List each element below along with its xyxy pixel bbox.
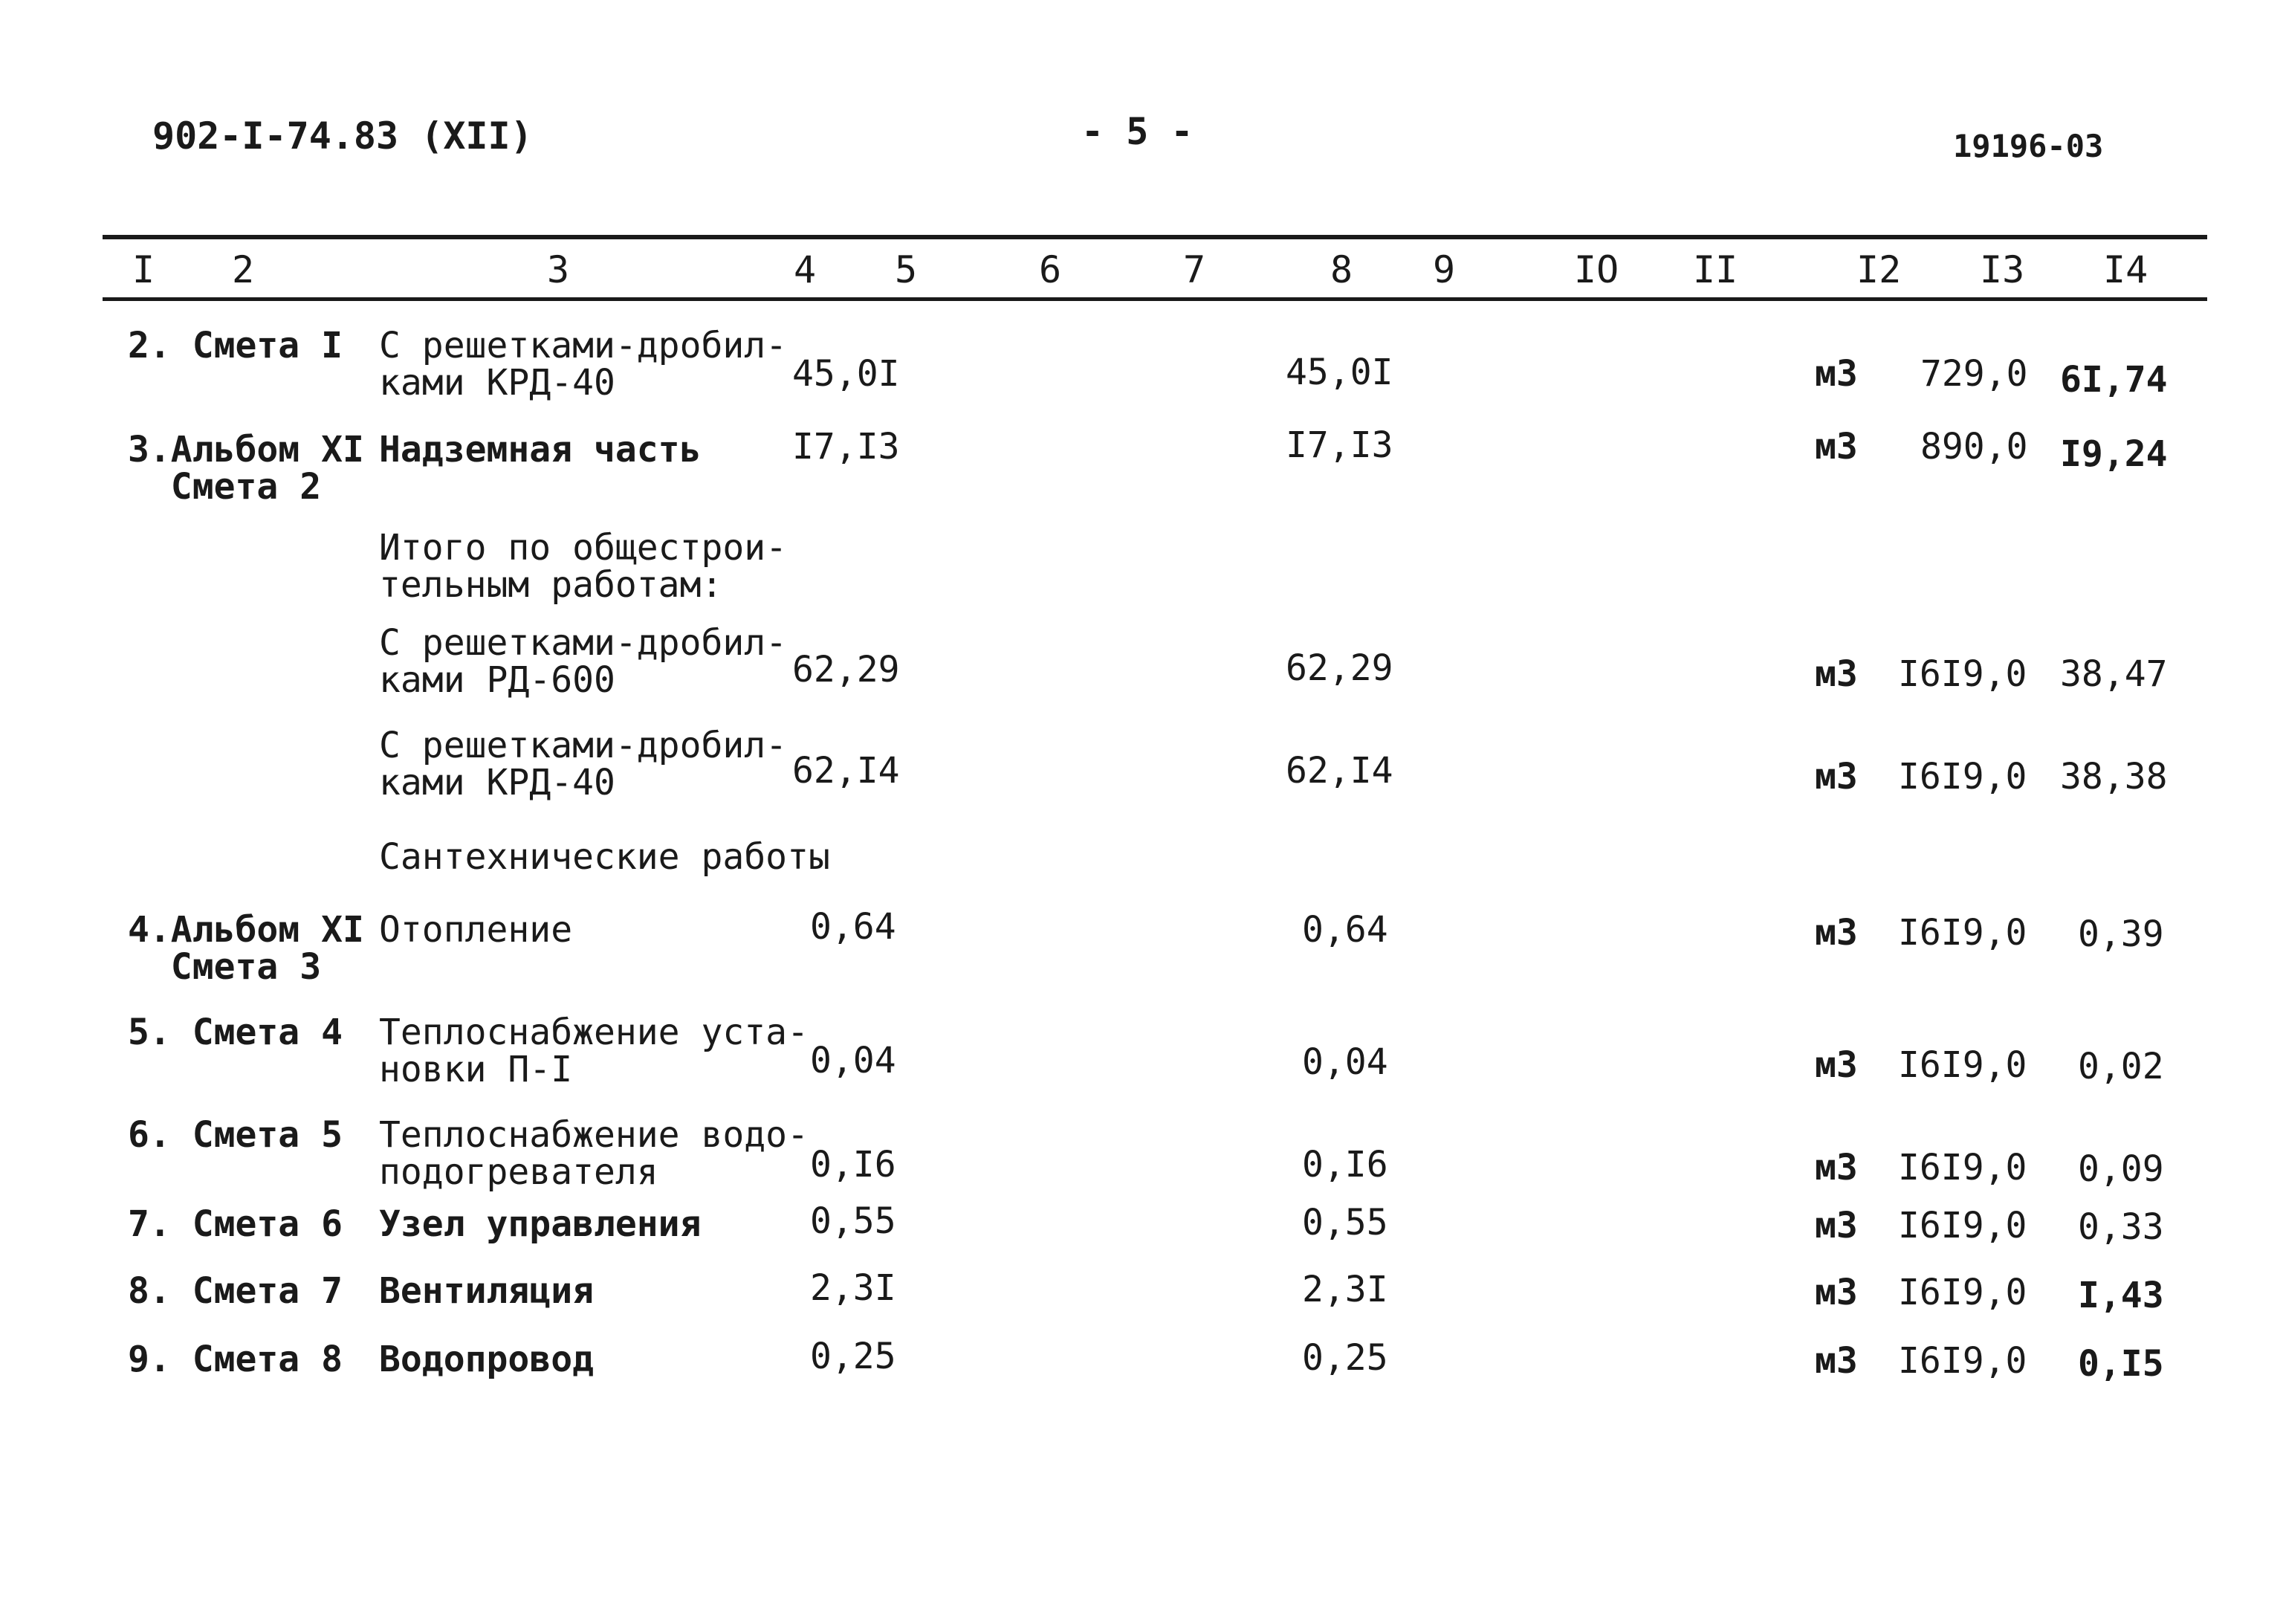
cell-col13: 890,0	[1920, 426, 2028, 468]
table-top-rule	[103, 235, 2207, 239]
cell-col4: 45,0I	[792, 353, 900, 395]
column-number: 8	[1330, 248, 1353, 291]
cell-col14: 38,38	[2060, 756, 2168, 798]
cell-col13: I6I9,0	[1898, 653, 2027, 695]
cell-unit: м3	[1815, 353, 1858, 395]
row-name: Отопление	[379, 909, 573, 951]
column-number: 4	[794, 248, 817, 291]
cell-col4: 62,29	[792, 649, 900, 690]
cell-col4: 0,55	[810, 1200, 896, 1242]
cell-col13: I6I9,0	[1898, 1340, 2027, 1382]
cell-col14: 0,39	[2078, 913, 2164, 955]
cell-col8: 45,0I	[1286, 352, 1393, 393]
column-number: I3	[1980, 248, 2025, 291]
row-number: 9. Смета 8	[128, 1339, 343, 1380]
cell-col8: 2,3I	[1302, 1269, 1388, 1310]
cell-col13: I6I9,0	[1898, 1205, 2027, 1246]
cell-unit: м3	[1815, 912, 1858, 954]
page-marker: - 5 -	[1081, 110, 1194, 153]
column-number: 7	[1183, 248, 1206, 291]
cell-unit: м3	[1815, 1340, 1858, 1382]
inventory-number: 19196-03	[1953, 128, 2104, 164]
cell-col4: 2,3I	[810, 1267, 896, 1309]
column-number: II	[1693, 248, 1738, 291]
column-number: 2	[232, 248, 255, 291]
row-name: Вентиляция	[379, 1270, 594, 1312]
cell-unit: м3	[1815, 426, 1858, 468]
row-number: 2. Смета I	[128, 325, 343, 366]
row-name: Узел управления	[379, 1203, 702, 1245]
column-number: 6	[1039, 248, 1062, 291]
row-number: 5. Смета 4	[128, 1012, 343, 1053]
cell-col13: I6I9,0	[1898, 1147, 2027, 1188]
row-number: 4.Альбом XI Смета 3	[128, 909, 364, 988]
column-number: 3	[547, 248, 570, 291]
cell-unit: м3	[1815, 653, 1858, 695]
cell-col13: I6I9,0	[1898, 1272, 2027, 1313]
row-number: 7. Смета 6	[128, 1203, 343, 1245]
row-name: С решетками-дробил- ками КРД-40	[379, 325, 788, 404]
cell-col4: 0,25	[810, 1336, 896, 1377]
row-name: Итого по общестрои- тельным работам:	[379, 527, 788, 606]
cell-col8: 0,25	[1302, 1337, 1388, 1379]
column-number: I	[132, 248, 155, 291]
row-name: Теплоснабжение уста- новки П-I	[379, 1012, 809, 1090]
cell-col14: I9,24	[2060, 433, 2168, 475]
cell-unit: м3	[1815, 1044, 1858, 1086]
cell-col8: 0,55	[1302, 1202, 1388, 1243]
cell-col14: 0,I5	[2078, 1343, 2164, 1385]
cell-col4: 0,I6	[810, 1144, 896, 1185]
row-name: С решетками-дробил- ками РД-600	[379, 622, 788, 701]
table-header-rule	[103, 297, 2207, 301]
cell-col13: I6I9,0	[1898, 912, 2027, 954]
cell-col13: I6I9,0	[1898, 1044, 2027, 1086]
cell-col8: 62,29	[1286, 647, 1393, 689]
row-name: С решетками-дробил- ками КРД-40	[379, 725, 788, 803]
column-number: I4	[2103, 248, 2148, 291]
cell-col14: 38,47	[2060, 653, 2168, 695]
column-number: I2	[1856, 248, 1902, 291]
cell-col14: 0,02	[2078, 1046, 2164, 1087]
row-name: Водопровод	[379, 1339, 594, 1380]
cell-unit: м3	[1815, 1205, 1858, 1246]
cell-col13: 729,0	[1920, 353, 2028, 395]
cell-col14: 6I,74	[2060, 359, 2168, 401]
cell-unit: м3	[1815, 1147, 1858, 1188]
cell-col4: 0,04	[810, 1040, 896, 1081]
cell-col8: 0,64	[1302, 909, 1388, 951]
cell-col14: 0,33	[2078, 1206, 2164, 1248]
cell-col8: 0,04	[1302, 1041, 1388, 1083]
cell-col14: 0,09	[2078, 1148, 2164, 1190]
row-number: 8. Смета 7	[128, 1270, 343, 1312]
row-name: Надземная часть	[379, 429, 702, 470]
cell-col4: 0,64	[810, 906, 896, 948]
doc-code: 902-I-74.83 (XII)	[152, 114, 533, 158]
cell-col14: I,43	[2078, 1275, 2164, 1316]
cell-unit: м3	[1815, 756, 1858, 798]
cell-col4: I7,I3	[792, 426, 900, 468]
cell-col8: 0,I6	[1302, 1144, 1388, 1185]
column-number: IO	[1574, 248, 1619, 291]
cell-col13: I6I9,0	[1898, 756, 2027, 798]
row-number: 6. Смета 5	[128, 1114, 343, 1156]
cell-unit: м3	[1815, 1272, 1858, 1313]
cell-col8: I7,I3	[1286, 424, 1393, 466]
cell-col8: 62,I4	[1286, 750, 1393, 792]
row-number: 3.Альбом XI Смета 2	[128, 429, 364, 508]
section-heading: Сантехнические работы	[379, 836, 830, 878]
column-number: 5	[895, 248, 918, 291]
cell-col4: 62,I4	[792, 750, 900, 792]
row-name: Теплоснабжение водо- подогревателя	[379, 1114, 809, 1193]
column-number: 9	[1433, 248, 1456, 291]
